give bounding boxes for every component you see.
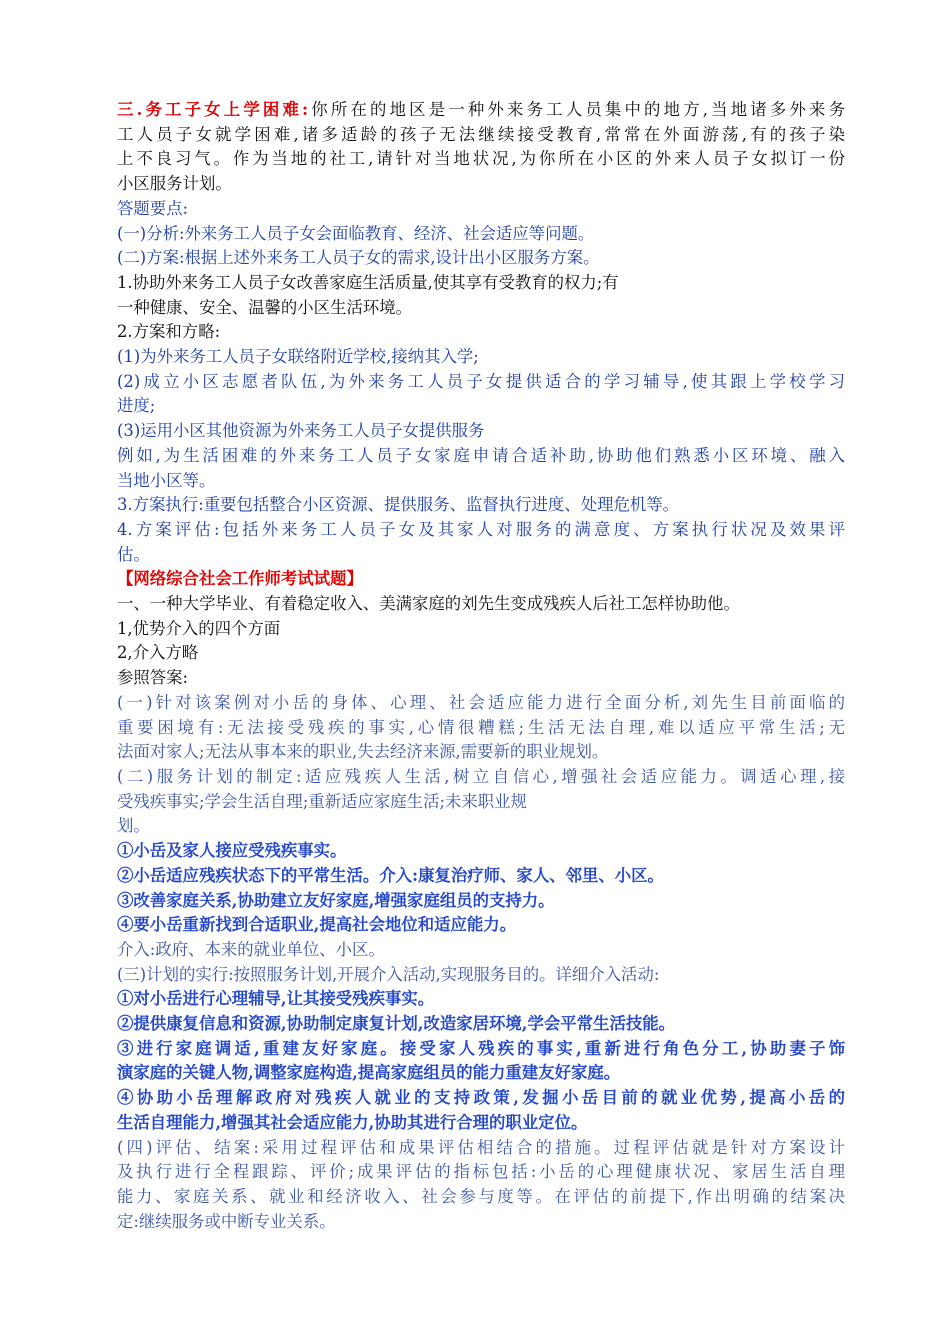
section-title: 【网络综合社会工作师考试试题】 <box>117 569 363 589</box>
plan-goal-item: ③改善家庭关系,协助建立友好家庭,增强家庭组员的支持力。 <box>117 890 555 910</box>
plan-goal-item: ②小岳适应残疾状态下的平常生活。介入:康复治疗师、家人、邻里、小区。 <box>117 865 664 885</box>
answer-line: (3)运用小区其他资源为外来务工人员子女提供服务 <box>117 421 485 441</box>
plan-line: 划。 <box>117 816 150 836</box>
answer-line: (2)成立小区志愿者队伍,为外来务工人员子女提供适合的学习辅导,使其跟上学校学习 <box>117 371 845 391</box>
intro-line-4: 小区服务计划。 <box>117 174 232 194</box>
intro-line-2: 工人员子女就学困难,诸多适龄的孩子无法继续接受教育,常常在外面游荡,有的孩子染 <box>117 124 845 144</box>
intro-text: 你所在的地区是一种外来务工人员集中的地方,当地诸多外来务 <box>308 100 845 119</box>
activity-item: 演家庭的关键人物,调整家庭构造,提高家庭组员的能力重建友好家庭。 <box>117 1063 621 1083</box>
evaluation-line: 定:继续服务或中断专业关系。 <box>117 1211 336 1231</box>
plan-goal-item: ④要小岳重新找到合适职业,提高社会地位和适应能力。 <box>117 915 517 935</box>
answer-line: 一种健康、安全、温馨的小区生活环境。 <box>117 297 413 317</box>
answer-points-label: 答题要点: <box>117 198 189 218</box>
activity-item: 生活自理能力,增强其社会适应能力,协助其进行合理的职业定位。 <box>117 1112 588 1132</box>
answer-line: 3.方案执行:重要包括整合小区资源、提供服务、监督执行进度、处理危机等。 <box>117 495 680 515</box>
evaluation-line: (四)评估、结案:采用过程评估和成果评估相结合的措施。过程评估就是针对方案设计 <box>117 1137 845 1157</box>
analysis-line: 重要困境有:无法接受残疾的事实,心情很糟糕;生活无法自理,难以适应平常生活;无 <box>117 717 845 737</box>
intro-heading: 三.务工子女上学困难: <box>117 100 309 119</box>
plan-goal-item: ①小岳及家人接应受残疾事实。 <box>117 841 347 861</box>
intro-line-1 <box>117 98 845 123</box>
plan-line: 受残疾事实;学会生活自理;重新适应家庭生活;未来职业规 <box>117 791 527 811</box>
activity-item: ②提供康复信息和资源,协助制定康复计划,改造家居环境,学会平常生活技能。 <box>117 1014 676 1034</box>
answer-line: 当地小区等。 <box>117 470 216 490</box>
answer-line: 估。 <box>117 544 150 564</box>
answer-line: (一)分析:外来务工人员子女会面临教育、经济、社会适应等问题。 <box>117 223 595 243</box>
analysis-line: (一)针对该案例对小岳的身体、心理、社会适应能力进行全面分析,刘先生目前面临的 <box>117 692 845 712</box>
plan-line: (二)服务计划的制定:适应残疾人生活,树立自信心,增强社会适应能力。调适心理,接 <box>117 766 845 786</box>
question-item-1: 1,优势介入的四个方面 <box>117 618 281 638</box>
question: 一、一种大学毕业、有着稳定收入、美满家庭的刘先生变成残疾人后社工怎样协助他。 <box>117 594 740 614</box>
intro-line-3: 上不良习气。作为当地的社工,请针对当地状况,为你所在小区的外来人员子女拟订一份 <box>117 149 845 169</box>
activity-item: ①对小岳进行心理辅导,让其接受残疾事实。 <box>117 989 435 1009</box>
reference-answer-label: 参照答案: <box>117 668 189 688</box>
evaluation-line: 能力、家庭关系、就业和经济收入、社会参与度等。在评估的前提下,作出明确的结案决 <box>117 1186 845 1206</box>
activity-item: ③进行家庭调适,重建友好家庭。接受家人残疾的事实,重新进行角色分工,协助妻子饰 <box>117 1038 845 1058</box>
document-body <box>117 98 845 1234</box>
answer-line: (二)方案:根据上述外来务工人员子女的需求,设计出小区服务方案。 <box>117 248 600 268</box>
question-item-2: 2,介入方略 <box>117 643 199 663</box>
analysis-line: 法面对家人;无法从事本来的职业,失去经济来源,需要新的职业规划。 <box>117 742 609 762</box>
answer-line: (1)为外来务工人员子女联络附近学校,接纳其入学; <box>117 347 479 367</box>
activity-item: ④协助小岳理解政府对残疾人就业的支持政策,发掘小岳目前的就业优势,提高小岳的 <box>117 1088 845 1108</box>
evaluation-line: 及执行进行全程跟踪、评价;成果评估的指标包括:小岳的心理健康状况、家居生活自理 <box>117 1162 845 1182</box>
implementation-line: (三)计划的实行:按照服务计划,开展介入活动,实现服务目的。详细介入活动: <box>117 964 660 984</box>
answer-line: 例如,为生活困难的外来务工人员子女家庭申请合适补助,协助他们熟悉小区环境、融入 <box>117 445 845 465</box>
answer-line: 1.协助外来务工人员子女改善家庭生活质量,使其享有受教育的权力;有 <box>117 272 619 292</box>
answer-line: 2.方案和方略: <box>117 322 221 342</box>
answer-line: 4.方案评估:包括外来务工人员子女及其家人对服务的满意度、方案执行状况及效果评 <box>117 519 845 539</box>
answer-line: 进度; <box>117 396 156 416</box>
intervene-line: 介入:政府、本来的就业单位、小区。 <box>117 939 385 959</box>
